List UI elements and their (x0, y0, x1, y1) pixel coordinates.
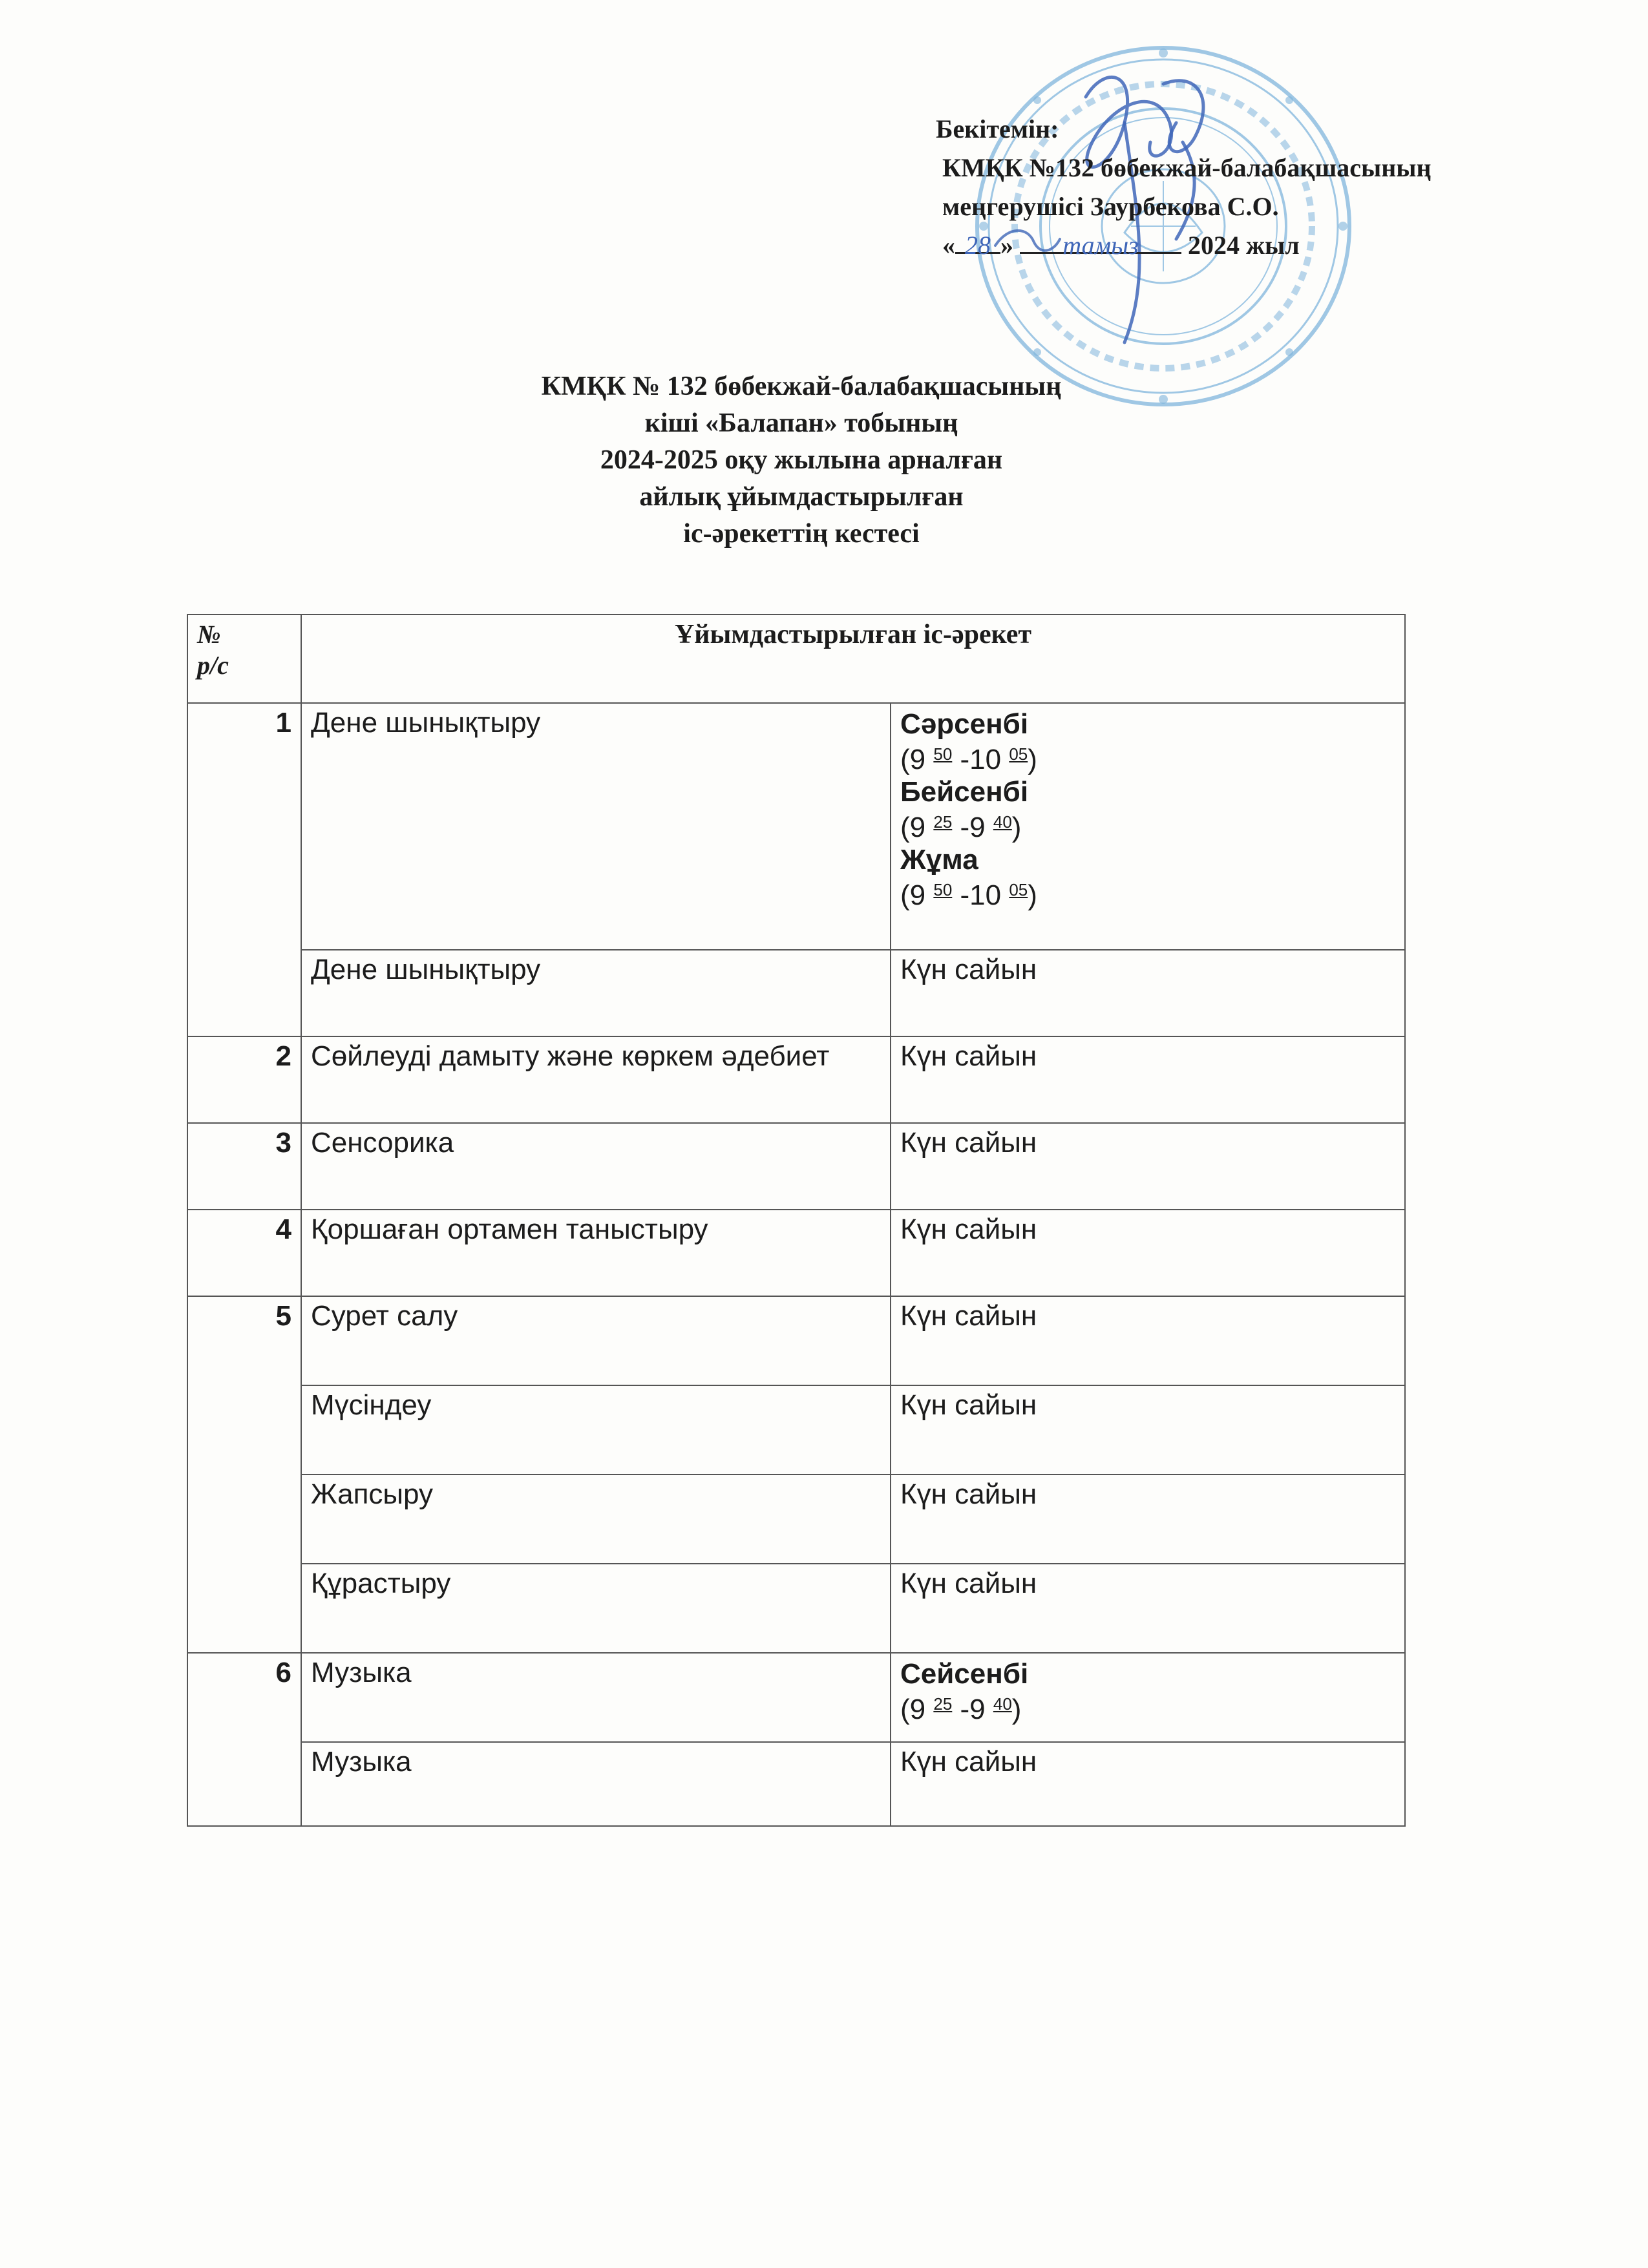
activity-cell: Дене шынықтыру (301, 950, 891, 1036)
table-row (187, 1385, 1405, 1475)
table-header-row (187, 614, 1405, 703)
approval-line-1: КМҚК №132 бөбекжай-балабақшасының (942, 153, 1431, 182)
header-number-line-2: р/с (197, 651, 229, 680)
title-line-2: кіші «Балапан» тобының (644, 408, 958, 438)
approval-label: Бекітемін: (936, 114, 1059, 143)
title-line-1: КМҚК № 132 бөбекжай-балабақшасының (541, 372, 1062, 401)
table-row (187, 1475, 1405, 1564)
approval-year: 2024 жыл (1188, 231, 1300, 260)
activity-cell: Сенсорика (301, 1123, 891, 1210)
approval-line-2: меңгерушісі Заурбекова С.О. (942, 192, 1279, 221)
header-number (187, 614, 301, 703)
schedule-cell: Күн сайын (891, 1475, 1405, 1564)
schedule-cell: Күн сайын (891, 1564, 1405, 1653)
activity-cell: Музыка (301, 1742, 891, 1826)
header-activity: Ұйымдастырылған іс-әрекет (301, 614, 1405, 703)
table-row (187, 1123, 1405, 1210)
activity-cell: Құрастыру (301, 1564, 891, 1653)
schedule-cell: Күн сайын (891, 1742, 1405, 1826)
schedule-cell: Күн сайын (891, 1036, 1405, 1123)
approval-date-line (936, 226, 1582, 265)
schedule-cell (891, 1653, 1405, 1742)
schedule-table (187, 614, 1406, 1827)
activity-cell: Музыка (301, 1653, 891, 1742)
schedule-cell: Күн сайын (891, 1296, 1405, 1385)
day-label: Жұма (900, 844, 978, 876)
table-row (187, 1296, 1405, 1385)
table-row (187, 703, 1405, 950)
row-number: 3 (187, 1123, 301, 1210)
row-number: 5 (187, 1296, 301, 1653)
approval-day: 28 (955, 226, 1000, 254)
title-line-4: айлық ұйымдастырылған (639, 482, 964, 512)
day-label: Бейсенбі (900, 776, 1029, 808)
table-row (187, 1653, 1405, 1742)
title-line-3: 2024-2025 оқу жылына арналған (600, 445, 1003, 475)
row-number: 2 (187, 1036, 301, 1123)
table-row (187, 1210, 1405, 1296)
time-range: (9 $^{50}$ -10 $^{05}$) (900, 879, 1037, 911)
table-row (187, 1036, 1405, 1123)
activity-cell: Сөйлеуді дамыту және көркем әдебиет (301, 1036, 891, 1123)
table-row (187, 1742, 1405, 1826)
quote-open: « (942, 231, 955, 260)
row-number: 6 (187, 1653, 301, 1826)
activity-cell: Дене шынықтыру (301, 703, 891, 950)
activity-cell: Сурет салу (301, 1296, 891, 1385)
row-number: 1 (187, 703, 301, 1036)
activity-cell: Жапсыру (301, 1475, 891, 1564)
header-number-line-1: № (197, 620, 221, 649)
document-title (0, 368, 1603, 552)
day-label: Сәрсенбі (900, 708, 1029, 740)
title-line-5: іс-әрекеттің кестесі (683, 519, 920, 549)
time-range: (9 $^{50}$ -10 $^{05}$) (900, 744, 1037, 775)
schedule-cell: Күн сайын (891, 1385, 1405, 1475)
approval-block (936, 110, 1582, 265)
time-range: (9 $^{25}$ -9 $^{40}$) (900, 1694, 1022, 1725)
schedule-cell (891, 703, 1405, 950)
day-label: Сейсенбі (900, 1658, 1029, 1690)
schedule-cell: Күн сайын (891, 950, 1405, 1036)
row-number: 4 (187, 1210, 301, 1296)
table-row (187, 1564, 1405, 1653)
approval-month: тамыз (1020, 226, 1181, 254)
activity-cell: Мүсіндеу (301, 1385, 891, 1475)
schedule-cell: Күн сайын (891, 1123, 1405, 1210)
table-row (187, 950, 1405, 1036)
quote-close: » (1000, 231, 1013, 260)
time-range: (9 $^{25}$ -9 $^{40}$) (900, 812, 1022, 843)
activity-cell: Қоршаған ортамен таныстыру (301, 1210, 891, 1296)
schedule-cell: Күн сайын (891, 1210, 1405, 1296)
